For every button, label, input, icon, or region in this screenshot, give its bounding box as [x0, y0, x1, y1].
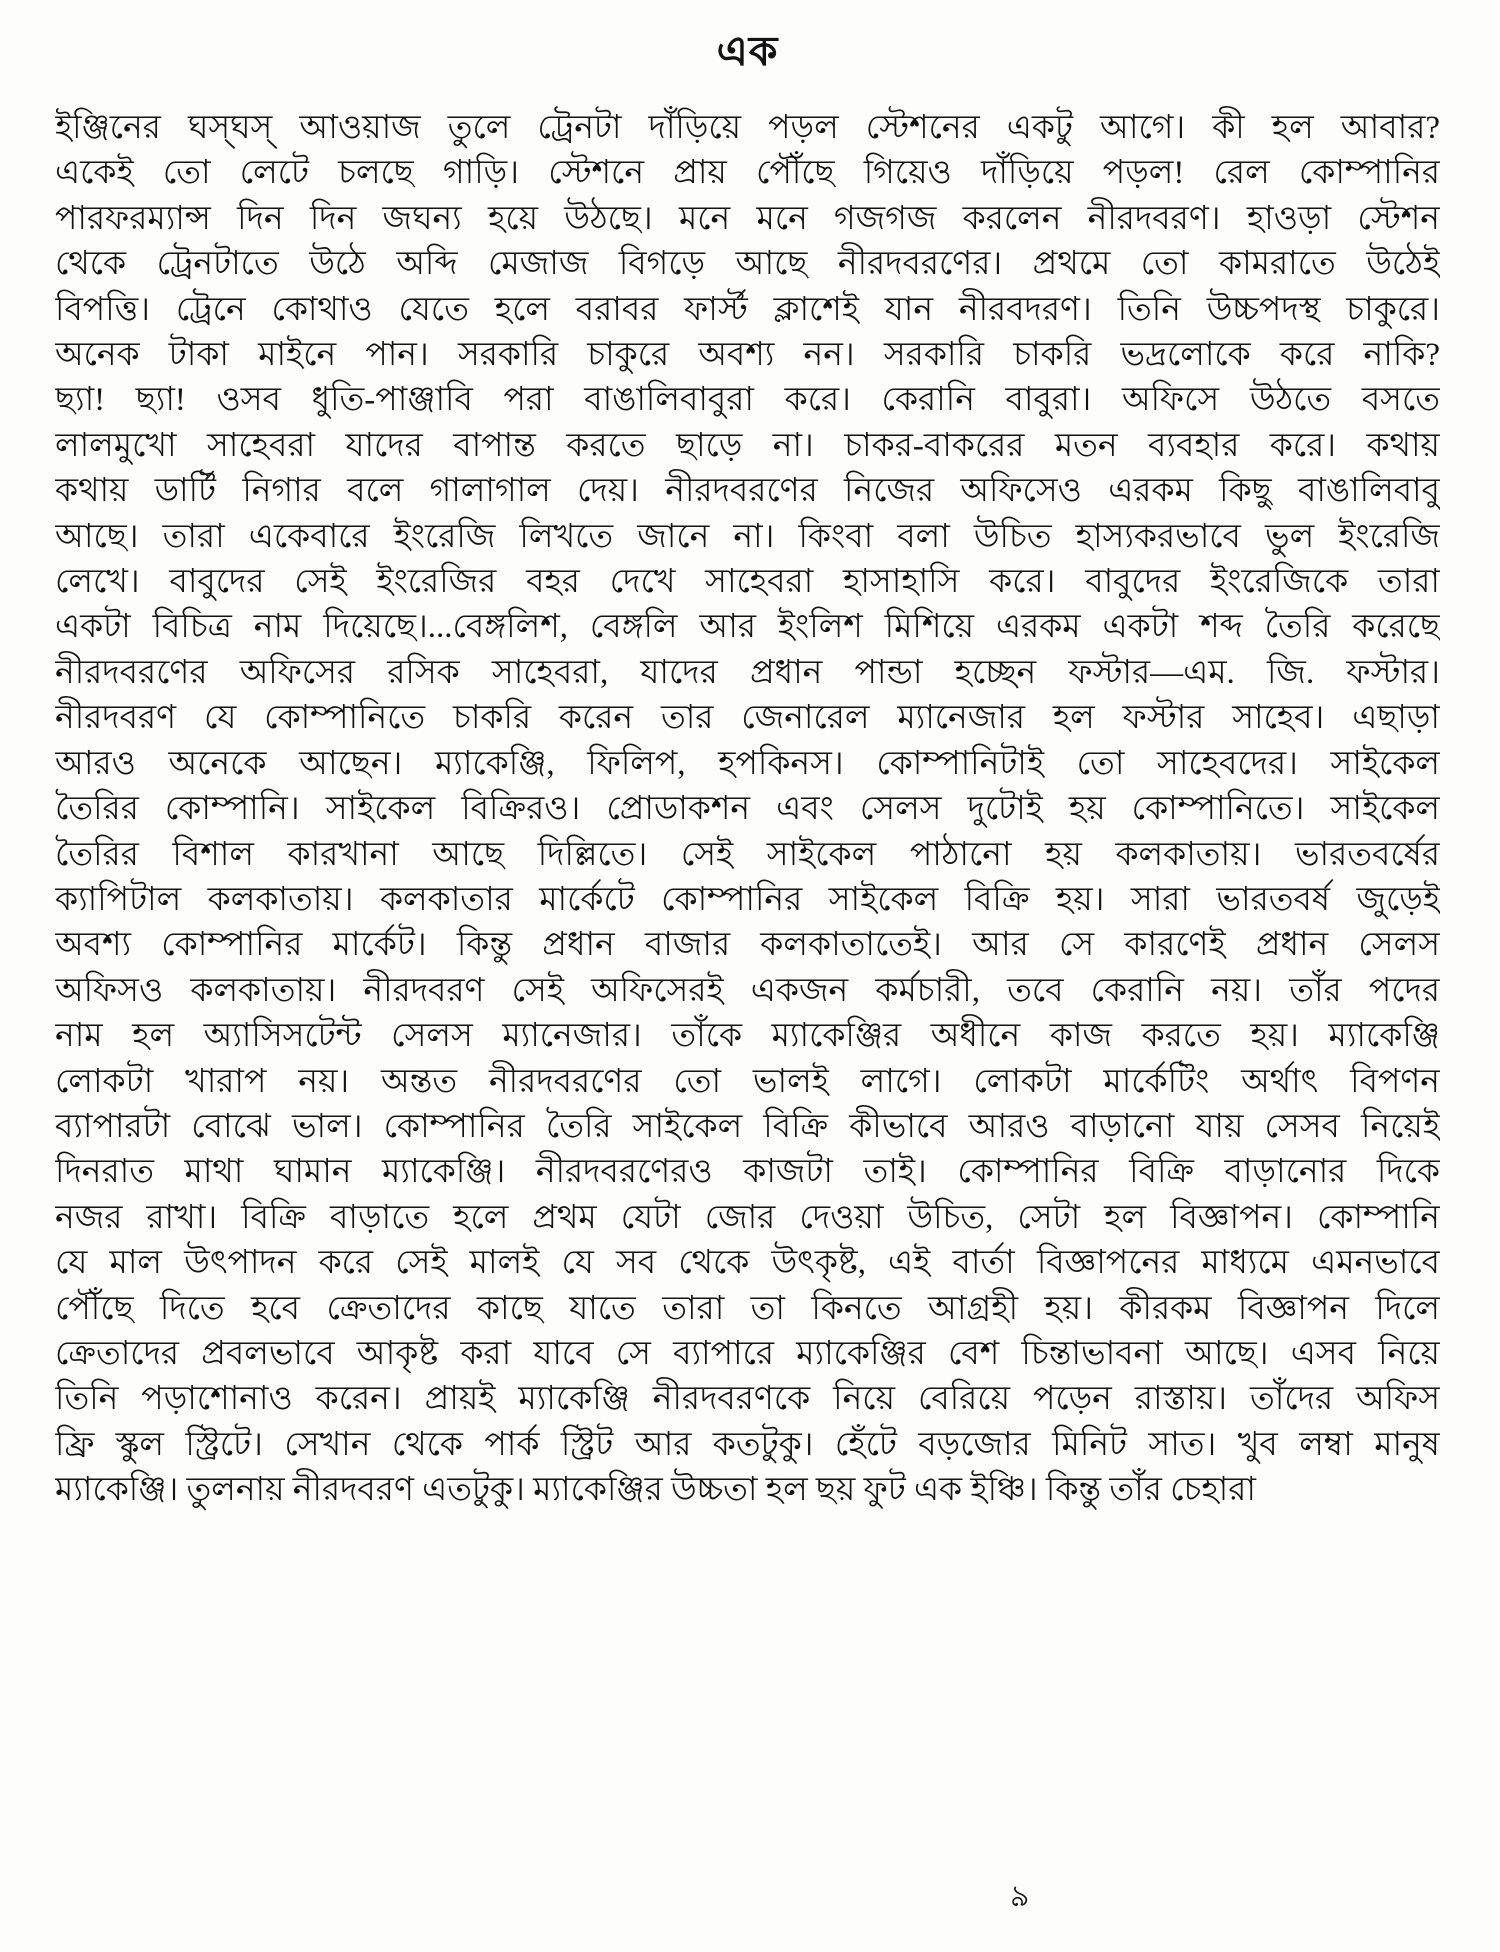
text-line: একেই তো লেটে চলছে গাড়ি। স্টেশনে প্রায় পৌঁছে গিয়েও দাঁড়িয়ে পড়ল! রেল কোম্পানির: [55, 155, 1440, 192]
body-text: [55, 106, 1440, 1514]
text-line: আরও অনেকে আছেন। ম্যাকেঞ্জি, ফিলিপ, হপকিনস। কোম্পানিটাই তো সাহেবদের। সাইকেল: [55, 745, 1440, 782]
text-line: পৌঁছে দিতে হবে ক্রেতাদের কাছে যাতে তারা তা কিনতে আগ্রহী হয়। কীরকম বিজ্ঞাপন দিলে: [55, 1290, 1440, 1327]
text-line: ক্রেতাদের প্রবলভাবে আকৃষ্ট করা যাবে সে ব্যাপারে ম্যাকেঞ্জির বেশ চিন্তাভাবনা আছে। এসব নিয়ে: [55, 1335, 1440, 1372]
text-line: তিনি পড়াশোনাও করেন। প্রায়ই ম্যাকেঞ্জি নীরদবরণকে নিয়ে বেরিয়ে পড়েন রাস্তায়। তাঁদের অফিস: [55, 1381, 1440, 1418]
text-line: যে মাল উৎপাদন করে সেই মালই যে সব থেকে উৎকৃষ্ট, এই বার্তা বিজ্ঞাপনের মাধ্যমে এমনভাবে: [55, 1245, 1440, 1282]
text-line: ক্যাপিটাল কলকাতায়। কলকাতার মার্কেটে কোম্পানির সাইকেল বিক্রি হয়। সারা ভারতবর্ষ জুড়েই: [55, 881, 1440, 918]
text-line: ইঞ্জিনের ঘস্‌ঘস্‌ আওয়াজ তুলে ট্রেনটা দাঁড়িয়ে পড়ল স্টেশনের একটু আগে। কী হল আবার?: [55, 110, 1440, 146]
text-line: ব্যাপারটা বোঝে ভাল। কোম্পানির তৈরি সাইকেল বিক্রি কীভাবে আরও বাড়ানো যায় সেসব নিয়েই: [55, 1108, 1440, 1145]
text-line: ম্যাকেঞ্জি। তুলনায় নীরদবরণ এতটুকু। ম্যাকেঞ্জির উচ্চতা হল ছয় ফুট এক ইঞ্চি। কিন্তু তাঁর চেহারা: [55, 1472, 1256, 1509]
text-line: অবশ্য কোম্পানির মার্কেট। কিন্তু প্রধান বাজার কলকাতাতেই। আর সে কারণেই প্রধান সেলস: [55, 927, 1440, 964]
text-line: নাম হল অ্যাসিসটেন্ট সেলস ম্যানেজার। তাঁকে ম্যাকেঞ্জির অধীনে কাজ করতে হয়। ম্যাকেঞ্জি: [55, 1018, 1440, 1055]
text-line: থেকে ট্রেনটাতে উঠে অব্দি মেজাজ বিগড়ে আছে নীরদবরণের। প্রথমে তো কামরাতে উঠেই: [55, 246, 1440, 283]
text-line: একটা বিচিত্র নাম দিয়েছে।...বেঙ্গলিশ, বেঙ্গলি আর ইংলিশ মিশিয়ে এরকম একটা শব্দ তৈরি করেছে: [55, 609, 1440, 646]
text-line: তৈরির বিশাল কারখানা আছে দিল্লিতে। সেই সাইকেল পাঠানো হয় কলকাতায়। ভারতবর্ষের: [55, 836, 1440, 873]
page-number: ৯: [1010, 1880, 1030, 1913]
text-line: তৈরির কোম্পানি। সাইকেল বিক্রিরও। প্রোডাকশন এবং সেলস দুটোই হয় কোম্পানিতে। সাইকেল: [55, 791, 1440, 828]
text-line: দিনরাত মাথা ঘামান ম্যাকেঞ্জি। নীরদবরণেরও কাজটা তাই। কোম্পানির বিক্রি বাড়ানোর দিকে: [55, 1154, 1440, 1191]
text-line: লালমুখো সাহেবরা যাদের বাপান্ত করতে ছাড়ে না। চাকর-বাকরের মতন ব্যবহার করে। কথায়: [55, 427, 1440, 464]
text-line: নজর রাখা। বিক্রি বাড়াতে হলে প্রথম যেটা জোর দেওয়া উচিত, সেটা হল বিজ্ঞাপন। কোম্পানি: [55, 1199, 1440, 1236]
text-line: আছে। তারা একেবারে ইংরেজি লিখতে জানে না। কিংবা বলা উচিত হাস্যকরভাবে ভুল ইংরেজি: [55, 518, 1440, 555]
text-line: লেখে। বাবুদের সেই ইংরেজির বহর দেখে সাহেবরা হাসাহাসি করে। বাবুদের ইংরেজিকে তারা: [55, 564, 1440, 601]
text-line: লোকটা খারাপ নয়। অন্তত নীরদবরণের তো ভালই লাগে। লোকটা মার্কেটিং অর্থাৎ বিপণন: [55, 1063, 1440, 1100]
text-line: অনেক টাকা মাইনে পান। সরকারি চাকুরে অবশ্য নন। সরকারি চাকরি ভদ্রলোকে করে নাকি?: [55, 337, 1440, 374]
chapter-title: এক: [716, 28, 779, 74]
text-line: বিপত্তি। ট্রেনে কোথাও যেতে হলে বরাবর ফার্স্ট ক্লাশেই যান নীরবদরণ। তিনি উচ্চপদস্থ চাকুরে।: [55, 291, 1440, 328]
text-line: নীরদবরণ যে কোম্পানিতে চাকরি করেন তার জেনারেল ম্যানেজার হল ফস্টার সাহেব। এছাড়া: [55, 700, 1440, 737]
text-line: কথায় ডার্টি নিগার বলে গালাগাল দেয়। নীরদবরণের নিজের অফিসেও এরকম কিছু বাঙালিবাবু: [55, 473, 1440, 510]
text-line: অফিসও কলকাতায়। নীরদবরণ সেই অফিসেরই একজন কর্মচারী, তবে কেরানি নয়। তাঁর পদের: [55, 972, 1440, 1009]
text-line: ফ্রি স্কুল স্ট্রিটে। সেখান থেকে পার্ক স্ট্রিট আর কতটুকু। হেঁটে বড়জোর মিনিট সাত। খুব লম্বা মানুষ: [55, 1426, 1440, 1463]
text-line: ছ্যা! ছ্যা! ওসব ধুতি-পাঞ্জাবি পরা বাঙালিবাবুরা করে। কেরানি বাবুরা। অফিসে উঠতে বসতে: [55, 382, 1440, 419]
text-line: নীরদবরণের অফিসের রসিক সাহেবরা, যাদের প্রধান পান্ডা হচ্ছেন ফস্টার—এম. জি. ফস্টার।: [55, 654, 1440, 691]
text-line: পারফরম্যান্স দিন দিন জঘন্য হয়ে উঠছে। মনে মনে গজগজ করলেন নীরদবরণ। হাওড়া স্টেশন: [55, 200, 1440, 237]
